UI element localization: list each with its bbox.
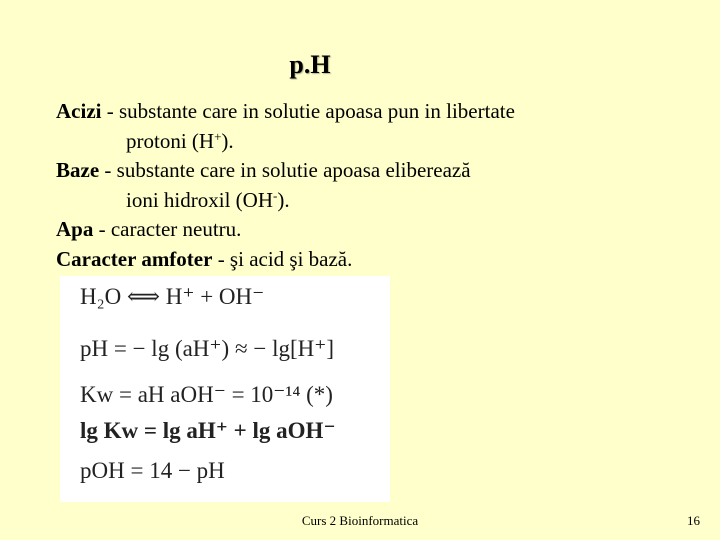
definition-apa (56, 215, 696, 245)
term-baze: Baze (56, 158, 100, 182)
proton-charge: + (214, 128, 222, 144)
term-amfoter: Caracter amfoter (56, 246, 213, 271)
definition-acizi-continuation (56, 127, 696, 157)
definition-acizi-text: - substante care in solutie apoasa pun in libertate (101, 99, 515, 123)
term-apa: Apa (56, 217, 94, 241)
hydroxyl-text: ioni hidroxil (OH (126, 187, 273, 212)
definition-baze (56, 156, 696, 186)
definitions-block (56, 97, 696, 274)
formula-log-kw: lg Kw = lg aH⁺ + lg aOH⁻ (80, 418, 336, 443)
definition-amfoter-text: - şi acid şi bază. (212, 246, 353, 271)
definition-baze-continuation (56, 186, 696, 216)
footer-course: Curs 2 Bioinformatica (301, 513, 419, 528)
formula-ph-definition: pH = − lg (aH⁺) ≈ − lg[H⁺] (80, 336, 335, 361)
formula-poh: pOH = 14 − pH (80, 458, 225, 483)
protons-close: ). (221, 128, 234, 153)
definition-acizi (56, 97, 696, 127)
term-acizi: Acizi (56, 99, 102, 123)
protons-text: protoni (H (126, 128, 215, 153)
formula-image (60, 276, 390, 502)
definition-baze-text: - substante care in solutie apoasa eliberează (99, 158, 471, 182)
page-number: 16 (687, 513, 700, 528)
hydroxyl-charge: - (273, 187, 278, 203)
formula-ionic-product: Kw = aH aOH⁻ = 10⁻¹⁴ (*) (80, 382, 333, 407)
definition-apa-text: - caracter neutru. (93, 217, 242, 241)
formula-water-dissociation: H₂O ⟺ H⁺ + OH⁻ (80, 284, 265, 309)
definition-amfoter (56, 245, 696, 275)
hydroxyl-close: ). (277, 187, 290, 212)
slide-title: p.H (289, 50, 331, 79)
